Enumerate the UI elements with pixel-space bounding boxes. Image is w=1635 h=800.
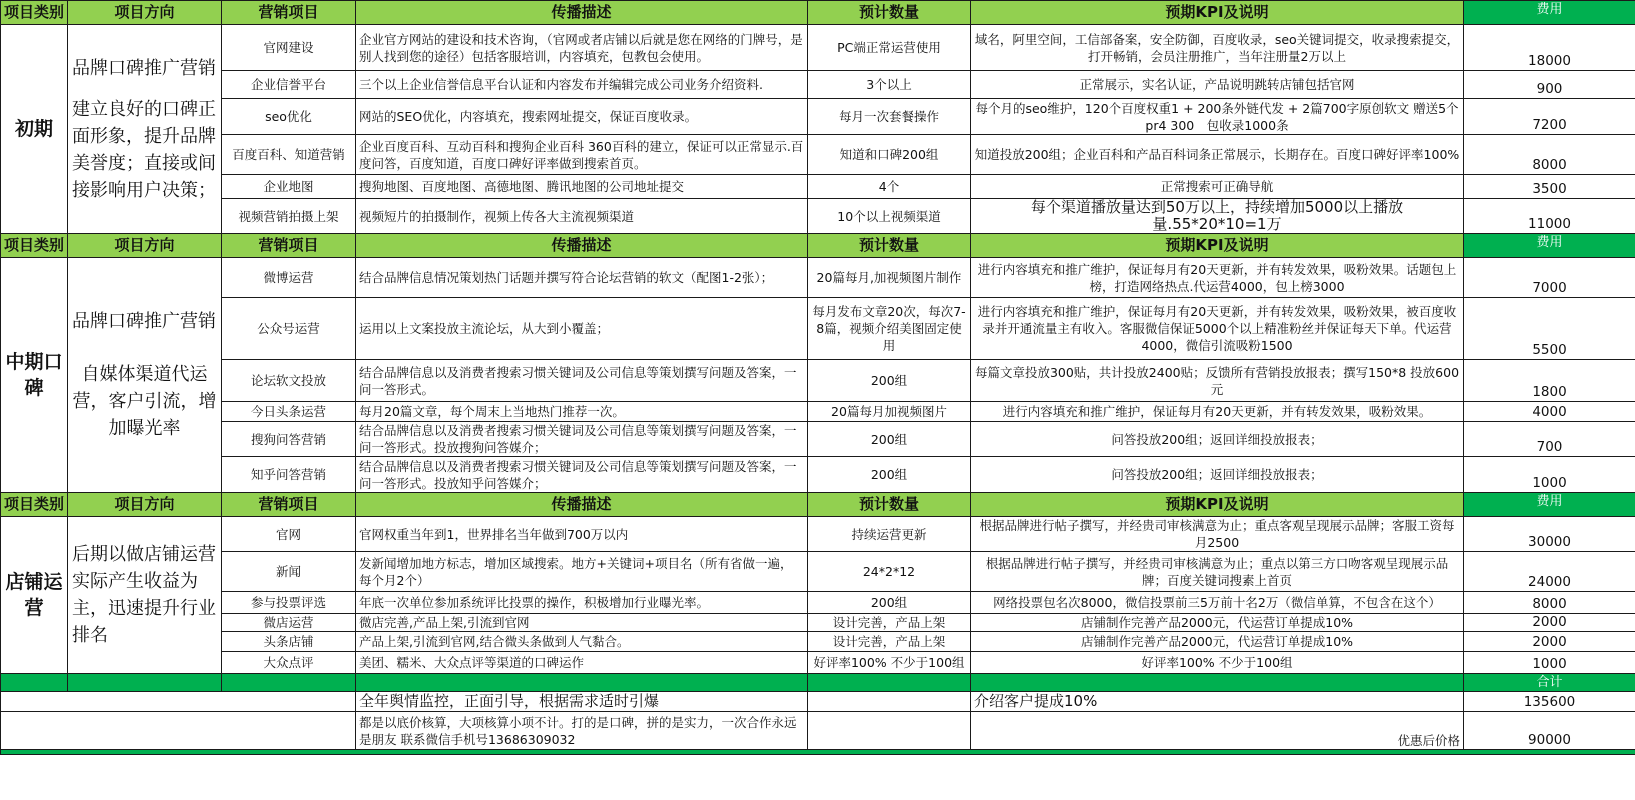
qty-cell: 持续运营更新 bbox=[808, 517, 971, 552]
qty-cell: 好评率100% 不少于100组 bbox=[808, 652, 971, 674]
category-cell-mid: 中期口碑 bbox=[1, 258, 68, 493]
direction-text: 品牌口碑推广营销 bbox=[72, 57, 216, 79]
header-cell: 传播描述 bbox=[356, 493, 808, 517]
table-row bbox=[1, 402, 1635, 422]
separator-cell bbox=[356, 674, 808, 692]
desc-cell: 运用以上文案投放主流论坛，从大到小覆盖； bbox=[356, 298, 808, 360]
item-cell: 公众号运营 bbox=[222, 298, 356, 360]
item-cell: 新闻 bbox=[222, 552, 356, 592]
header-cell: 费用 bbox=[1464, 1, 1635, 25]
cost-cell: 4000 bbox=[1464, 402, 1635, 422]
total-value: 135600 bbox=[1464, 692, 1635, 712]
item-cell: 论坛软文投放 bbox=[222, 360, 356, 402]
cost-cell: 2000 bbox=[1464, 632, 1635, 652]
cost-cell: 2000 bbox=[1464, 614, 1635, 632]
direction-cell-early bbox=[68, 25, 222, 234]
header-cell: 项目方向 bbox=[68, 1, 222, 25]
cost-cell: 7200 bbox=[1464, 99, 1635, 135]
table-row bbox=[1, 592, 1635, 614]
summary-row bbox=[1, 692, 1635, 712]
desc-cell: 结合品牌信息以及消费者搜索习惯关键词及公司信息等策划撰写问题及答案，一问一答形式。投放搜狗问答媒介； bbox=[356, 422, 808, 457]
separator-cell bbox=[1, 674, 68, 692]
qty-cell: 每月发布文章20次，每次7-8篇，视频介绍美图固定使用 bbox=[808, 298, 971, 360]
cost-cell: 1800 bbox=[1464, 360, 1635, 402]
header-cell: 预计数量 bbox=[808, 234, 971, 258]
direction-text: 建立良好的口碑正面形象，提升品牌美誉度；直接或间接影响用户决策； bbox=[72, 98, 216, 201]
header-cell: 项目类别 bbox=[1, 1, 68, 25]
direction-cell-mid bbox=[68, 258, 222, 493]
qty-cell: 200组 bbox=[808, 360, 971, 402]
item-cell: 微店运营 bbox=[222, 614, 356, 632]
desc-cell: 企业百度百科、互动百科和搜狗企业百科 360百科的建立，保证可以正常显示.百度问答，百度知道，百度口碑好评率做到搜索首页。 bbox=[356, 135, 808, 175]
bottom-stripe bbox=[1, 750, 1635, 755]
kpi-cell: 店铺制作完善产品2000元，代运营订单提成10% bbox=[971, 632, 1464, 652]
header-cell: 传播描述 bbox=[356, 1, 808, 25]
desc-cell: 发新闻增加地方标志，增加区域搜索。地方+关键词+项目名（所有省做一遍，每个月2个） bbox=[356, 552, 808, 592]
empty-cell bbox=[808, 712, 971, 750]
kpi-cell: 正常展示，实名认证，产品说明跳转店铺包括官网 bbox=[971, 71, 1464, 99]
kpi-cell: 正常搜索可正确导航 bbox=[971, 175, 1464, 199]
item-cell: seo优化 bbox=[222, 99, 356, 135]
kpi-cell: 知道投放200组；企业百科和产品百科词条正常展示，长期存在。百度口碑好评率100% bbox=[971, 135, 1464, 175]
empty-cell bbox=[808, 692, 971, 712]
header-cell: 项目方向 bbox=[68, 493, 222, 517]
qty-cell: 20篇每月加视频图片 bbox=[808, 402, 971, 422]
desc-cell: 网站的SEO优化，内容填充，搜索网址提交，保证百度收录。 bbox=[356, 99, 808, 135]
note-text: 都是以底价核算，大项核算小项不计。打的是口碑，拼的是实力，一次合作永远是朋友 联系微信手机号13686309032 bbox=[356, 712, 808, 750]
qty-cell: 200组 bbox=[808, 422, 971, 457]
kpi-cell: 问答投放200组；返回详细投放报表； bbox=[971, 457, 1464, 493]
table-row bbox=[1, 175, 1635, 199]
header-cell: 项目方向 bbox=[68, 234, 222, 258]
kpi-cell: 网络投票包名次8000，微信投票前三5万前十名2万（微信单算，不包含在这个） bbox=[971, 592, 1464, 614]
kpi-cell: 问答投放200组；返回详细投放报表； bbox=[971, 422, 1464, 457]
cost-cell: 700 bbox=[1464, 422, 1635, 457]
cost-cell: 5500 bbox=[1464, 298, 1635, 360]
empty-cell bbox=[1, 692, 356, 712]
table-row bbox=[1, 199, 1635, 234]
header-cell: 费用 bbox=[1464, 493, 1635, 517]
cost-cell: 1000 bbox=[1464, 652, 1635, 674]
table-row bbox=[1, 99, 1635, 135]
note-row bbox=[1, 712, 1635, 750]
cost-cell: 3500 bbox=[1464, 175, 1635, 199]
category-cell-shop: 店铺运营 bbox=[1, 517, 68, 674]
cost-cell: 18000 bbox=[1464, 25, 1635, 71]
cost-cell: 24000 bbox=[1464, 552, 1635, 592]
table-row bbox=[1, 552, 1635, 592]
stripe-cell bbox=[1, 750, 1635, 755]
header-cell: 预期KPI及说明 bbox=[971, 493, 1464, 517]
table-row bbox=[1, 457, 1635, 493]
discount-price: 90000 bbox=[1464, 712, 1635, 750]
kpi-cell: 每个月的seo维护，120个百度权重1 + 200条外链代发 + 2篇700字原创软文 赠送5个pr4 300 包收录1000条 bbox=[971, 99, 1464, 135]
qty-cell: 知道和口碑200组 bbox=[808, 135, 971, 175]
separator-cell bbox=[222, 674, 356, 692]
table-row bbox=[1, 71, 1635, 99]
desc-cell: 年底一次单位参加系统评比投票的操作，积极增加行业曝光率。 bbox=[356, 592, 808, 614]
kpi-cell: 每个渠道播放量达到50万以上，持续增加5000以上播放量.55*20*10=1万 bbox=[971, 199, 1464, 234]
item-cell: 知乎问答营销 bbox=[222, 457, 356, 493]
kpi-cell: 店铺制作完善产品2000元，代运营订单提成10% bbox=[971, 614, 1464, 632]
header-cell: 预期KPI及说明 bbox=[971, 1, 1464, 25]
header-cell: 营销项目 bbox=[222, 493, 356, 517]
header-row bbox=[1, 493, 1635, 517]
item-cell: 头条店铺 bbox=[222, 632, 356, 652]
desc-cell: 搜狗地图、百度地图、高德地图、腾讯地图的公司地址提交 bbox=[356, 175, 808, 199]
header-cell: 预计数量 bbox=[808, 1, 971, 25]
header-cell: 传播描述 bbox=[356, 234, 808, 258]
cost-cell: 900 bbox=[1464, 71, 1635, 99]
kpi-cell: 根据品牌进行帖子撰写，并经贵司审核满意为止；重点客观呈现展示品牌；客服工资每月2500 bbox=[971, 517, 1464, 552]
direction-cell-shop bbox=[68, 517, 222, 674]
header-cell: 项目类别 bbox=[1, 493, 68, 517]
cost-cell: 8000 bbox=[1464, 135, 1635, 175]
header-cell: 费用 bbox=[1464, 234, 1635, 258]
header-cell: 营销项目 bbox=[222, 1, 356, 25]
table-row bbox=[1, 298, 1635, 360]
kpi-cell: 好评率100% 不少于100组 bbox=[971, 652, 1464, 674]
desc-cell: 美团、糯米、大众点评等渠道的口碑运作 bbox=[356, 652, 808, 674]
table-row bbox=[1, 360, 1635, 402]
kpi-cell: 进行内容填充和推广维护，保证每月有20天更新，并有转发效果，吸粉效果。 bbox=[971, 402, 1464, 422]
header-cell: 预计数量 bbox=[808, 493, 971, 517]
monitor-text: 全年舆情监控，正面引导，根据需求适时引爆 bbox=[356, 692, 808, 712]
desc-cell: 官网权重当年到1，世界排名当年做到700万以内 bbox=[356, 517, 808, 552]
qty-cell: 4个 bbox=[808, 175, 971, 199]
table-row bbox=[1, 422, 1635, 457]
item-cell: 搜狗问答营销 bbox=[222, 422, 356, 457]
desc-cell: 结合品牌信息以及消费者搜索习惯关键词及公司信息等策划撰写问题及答案，一问一答形式。 bbox=[356, 360, 808, 402]
header-row bbox=[1, 234, 1635, 258]
desc-cell: 微店完善,产品上架,引流到官网 bbox=[356, 614, 808, 632]
separator-cell bbox=[68, 674, 222, 692]
header-cell: 营销项目 bbox=[222, 234, 356, 258]
table-row bbox=[1, 652, 1635, 674]
referral-text: 介绍客户提成10% bbox=[971, 692, 1464, 712]
table-row bbox=[1, 614, 1635, 632]
direction-text: 后期以做店铺运营实际产生收益为主，迅速提升行业排名 bbox=[72, 544, 216, 646]
direction-text: 品牌口碑推广营销 bbox=[72, 311, 216, 332]
qty-cell: 10个以上视频渠道 bbox=[808, 199, 971, 234]
kpi-cell: 域名，阿里空间，工信部备案，安全防御，百度收录，seo关键词提交，收录搜索提交，打开畅销，会员注册推广，当年注册量2万以上 bbox=[971, 25, 1464, 71]
table-row bbox=[1, 135, 1635, 175]
item-cell: 企业信誉平台 bbox=[222, 71, 356, 99]
separator-cell bbox=[808, 674, 971, 692]
qty-cell: 每月一次套餐操作 bbox=[808, 99, 971, 135]
total-separator-row bbox=[1, 674, 1635, 692]
kpi-cell: 每篇文章投放300贴，共计投放2400贴；反馈所有营销投放报表；撰写150*8 投放600元 bbox=[971, 360, 1464, 402]
qty-cell: 20篇每月,加视频图片制作 bbox=[808, 258, 971, 298]
desc-cell: 企业官方网站的建设和技术咨询，（官网或者店铺以后就是您在网络的门牌号，是别人找到您的途径）包括客服培训，内容填充，包教包会使用。 bbox=[356, 25, 808, 71]
qty-cell: 200组 bbox=[808, 592, 971, 614]
header-row bbox=[1, 1, 1635, 25]
kpi-cell: 进行内容填充和推广维护，保证每月有20天更新，并有转发效果，吸粉效果。话题包上榜，打造网络热点.代运营4000，包上榜3000 bbox=[971, 258, 1464, 298]
qty-cell: 设计完善，产品上架 bbox=[808, 632, 971, 652]
cost-cell: 11000 bbox=[1464, 199, 1635, 234]
item-cell: 参与投票评选 bbox=[222, 592, 356, 614]
desc-cell: 结合品牌信息以及消费者搜索习惯关键词及公司信息等策划撰写问题及答案，一问一答形式。投放知乎问答媒介； bbox=[356, 457, 808, 493]
qty-cell: 200组 bbox=[808, 457, 971, 493]
qty-cell: 24*2*12 bbox=[808, 552, 971, 592]
item-cell: 微博运营 bbox=[222, 258, 356, 298]
discount-label: 优惠后价格 bbox=[971, 712, 1464, 750]
item-cell: 百度百科、知道营销 bbox=[222, 135, 356, 175]
item-cell: 企业地图 bbox=[222, 175, 356, 199]
item-cell: 视频营销拍摄上架 bbox=[222, 199, 356, 234]
kpi-cell: 进行内容填充和推广维护，保证每月有20天更新，并有转发效果，吸粉效果，被百度收录并开通流量主有收入。客服微信保证5000个以上精准粉丝并保证每天下单。代运营4000，微信引流吸粉1500 bbox=[971, 298, 1464, 360]
item-cell: 官网 bbox=[222, 517, 356, 552]
qty-cell: PC端正常运营使用 bbox=[808, 25, 971, 71]
desc-cell: 每月20篇文章，每个周末上当地热门推荐一次。 bbox=[356, 402, 808, 422]
qty-cell: 设计完善，产品上架 bbox=[808, 614, 971, 632]
desc-cell: 结合品牌信息情况策划热门话题并撰写符合论坛营销的软文（配图1-2张）； bbox=[356, 258, 808, 298]
qty-cell: 3个以上 bbox=[808, 71, 971, 99]
kpi-cell: 根据品牌进行帖子撰写，并经贵司审核满意为止；重点以第三方口吻客观呈现展示品牌；百度关键词搜素上首页 bbox=[971, 552, 1464, 592]
table-row bbox=[1, 258, 1635, 298]
cost-cell: 7000 bbox=[1464, 258, 1635, 298]
total-label: 合计 bbox=[1464, 674, 1635, 692]
item-cell: 官网建设 bbox=[222, 25, 356, 71]
desc-cell: 视频短片的拍摄制作，视频上传各大主流视频渠道 bbox=[356, 199, 808, 234]
cost-cell: 1000 bbox=[1464, 457, 1635, 493]
direction-text: 自媒体渠道代运营，客户引流，增加曝光率 bbox=[72, 364, 217, 439]
desc-cell: 产品上架,引流到官网,结合微头条做到人气黏合。 bbox=[356, 632, 808, 652]
separator-cell bbox=[971, 674, 1464, 692]
desc-cell: 三个以上企业信誉信息平台认证和内容发布并编辑完成公司业务介绍资料. bbox=[356, 71, 808, 99]
item-cell: 今日头条运营 bbox=[222, 402, 356, 422]
table-row bbox=[1, 632, 1635, 652]
empty-cell bbox=[1, 712, 356, 750]
category-cell-early: 初期 bbox=[1, 25, 68, 234]
header-cell: 预期KPI及说明 bbox=[971, 234, 1464, 258]
cost-cell: 8000 bbox=[1464, 592, 1635, 614]
item-cell: 大众点评 bbox=[222, 652, 356, 674]
table-row bbox=[1, 517, 1635, 552]
header-cell: 项目类别 bbox=[1, 234, 68, 258]
table-row bbox=[1, 25, 1635, 71]
cost-cell: 30000 bbox=[1464, 517, 1635, 552]
